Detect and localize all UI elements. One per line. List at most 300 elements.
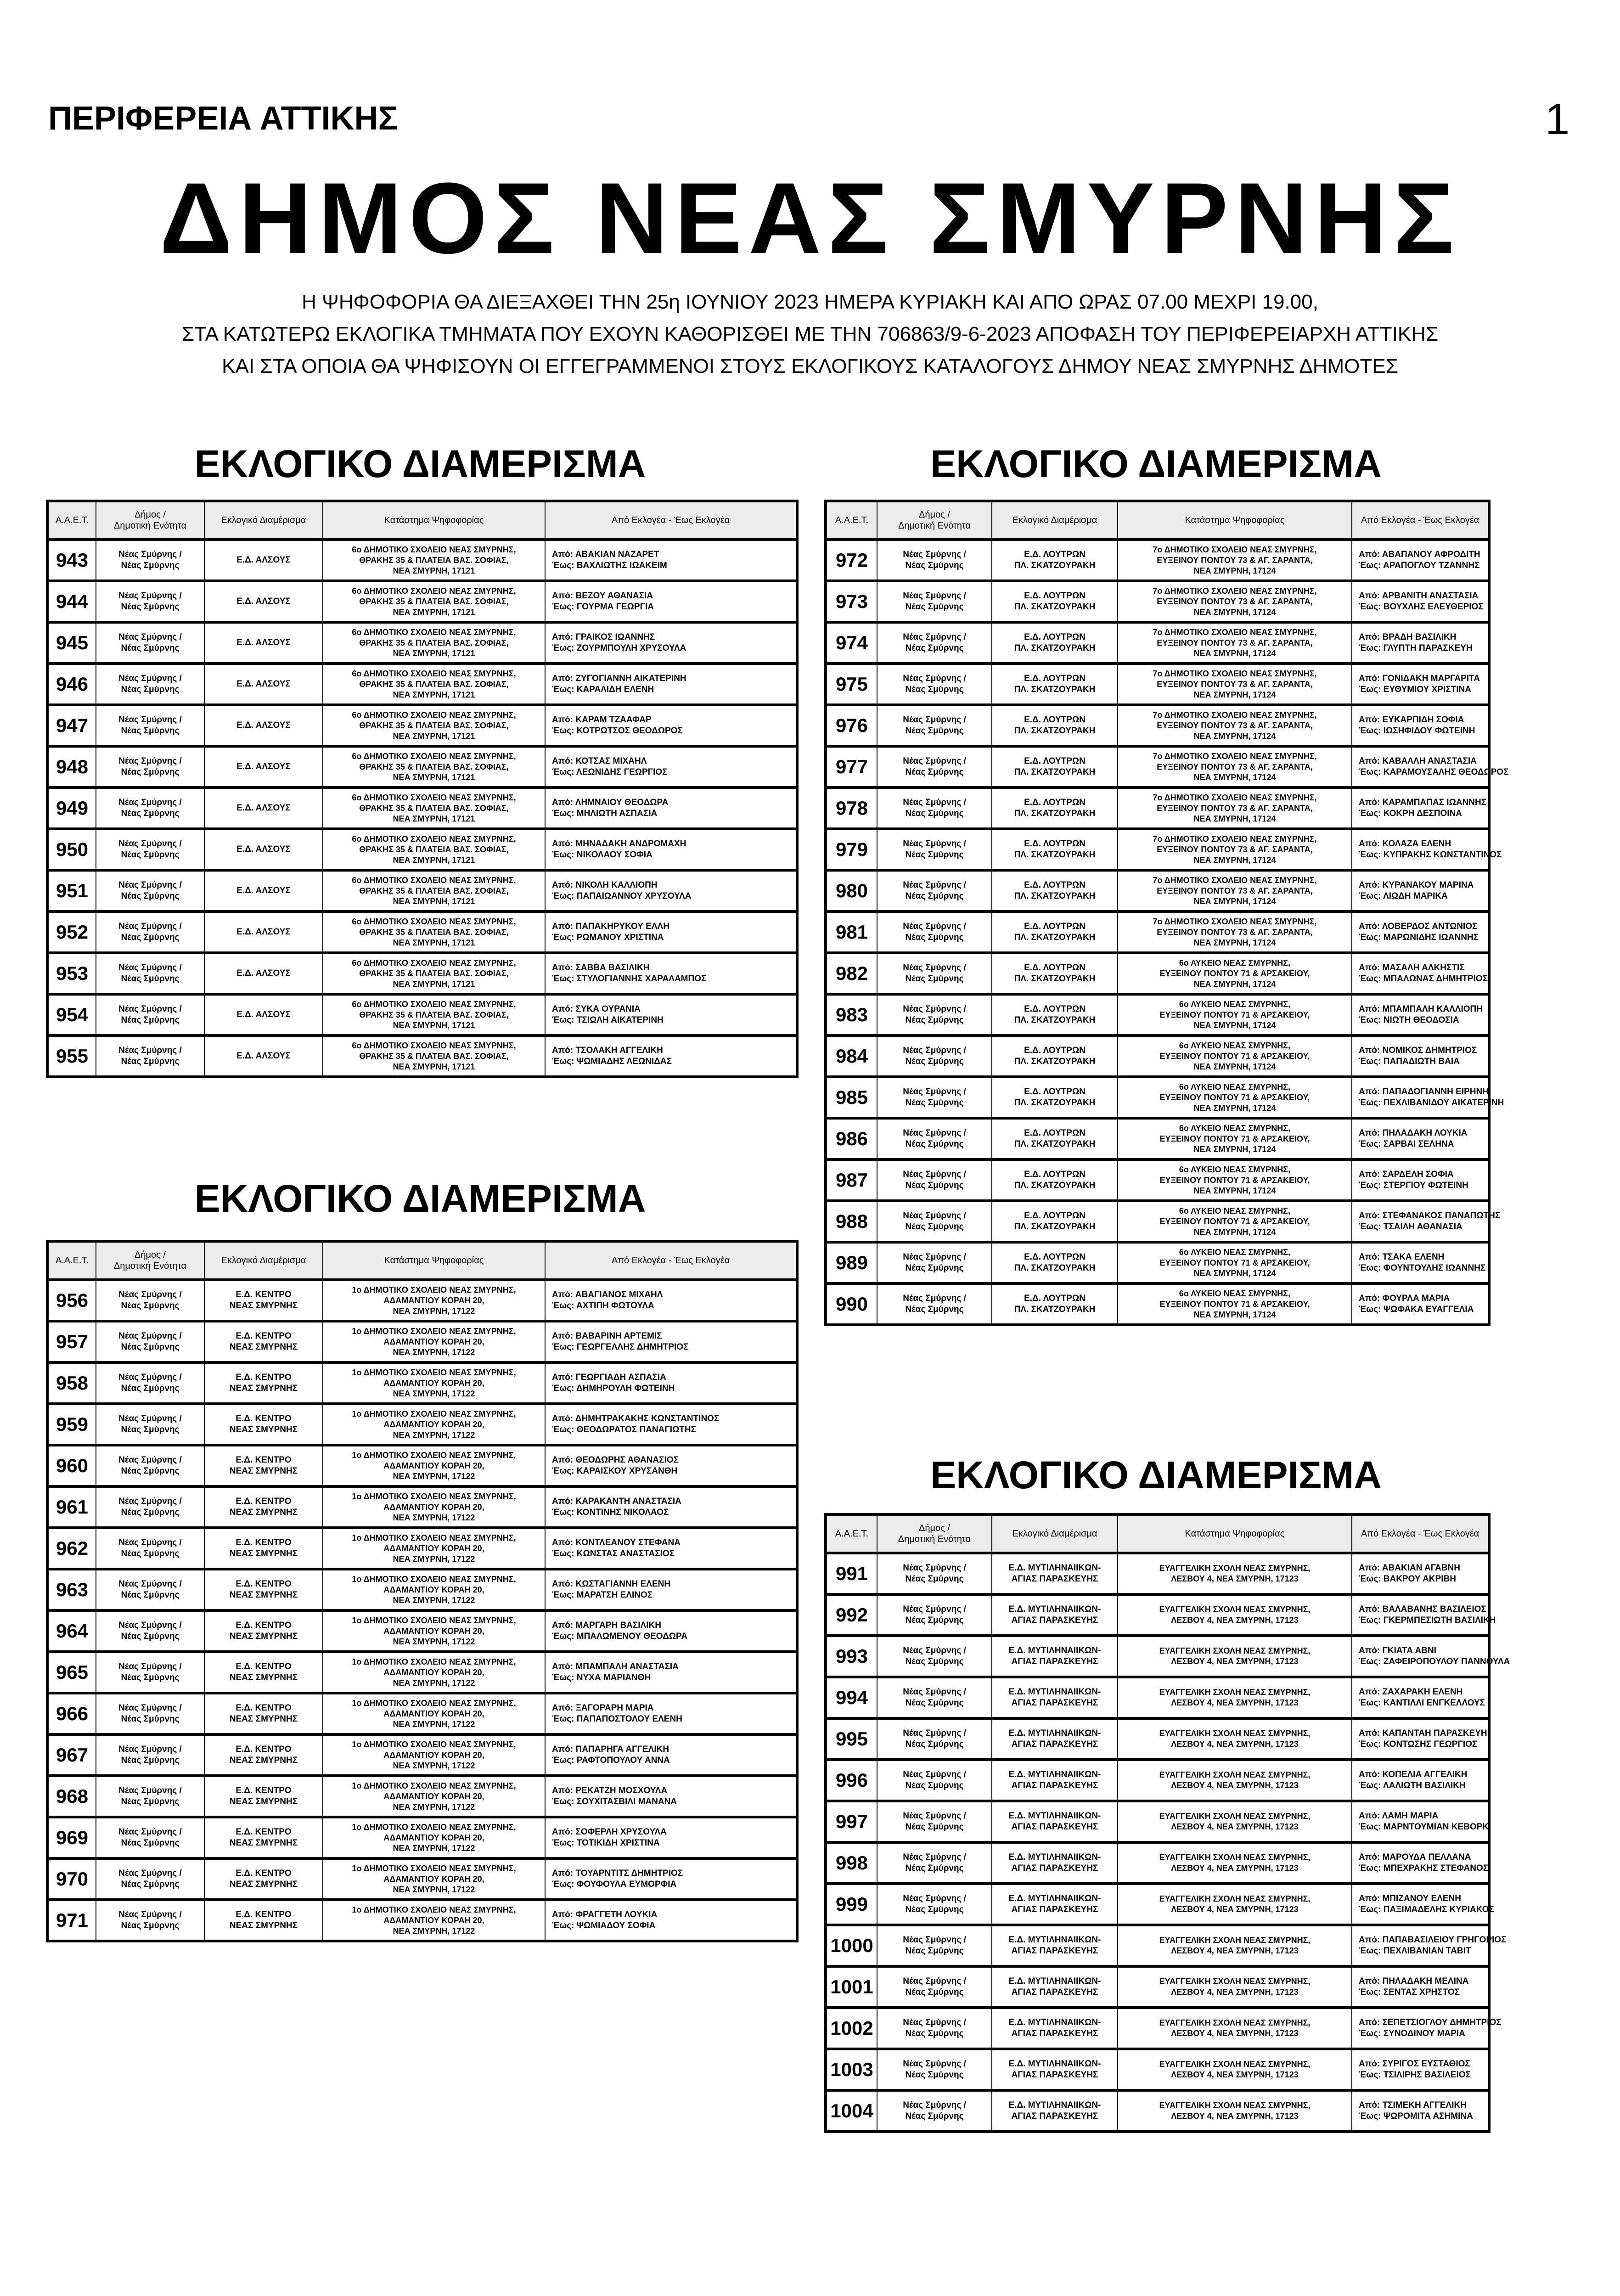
- voter-range-cell: [545, 1569, 797, 1610]
- voter-to: [552, 1879, 793, 1890]
- voter-to: [1359, 1698, 1485, 1709]
- to-name: ΣΤΕΡΓΙΟΥ ΦΩΤΕΙΝΗ: [1383, 1181, 1468, 1190]
- dimos-line: Νέας Σμύρνης: [121, 726, 180, 736]
- diamerisma-line: Ε.Δ. ΚΕΝΤΡΟ: [236, 1331, 292, 1341]
- katastima-line: ΕΥΑΓΓΕΛΙΚΗ ΣΧΟΛΗ ΝΕΑΣ ΣΜΥΡΝΗΣ,: [1159, 1605, 1311, 1614]
- from-name: ΚΟΠΕΛΙΑ ΑΓΓΕΛΙΚΗ: [1382, 1770, 1468, 1779]
- diamerisma-line: ΝΕΑΣ ΣΜΥΡΝΗΣ: [229, 1673, 298, 1683]
- voter-range-cell: [545, 788, 797, 829]
- katastima-line: 1ο ΔΗΜΟΤΙΚΟ ΣΧΟΛΕΙΟ ΝΕΑΣ ΣΜΥΡΝΗΣ,: [352, 1450, 516, 1460]
- column-header-diamerisma: Εκλογικό Διαμέρισμα: [204, 1241, 323, 1280]
- dimos-cell: [96, 788, 204, 829]
- table-row: [826, 870, 1489, 912]
- table-header-row: [47, 1241, 797, 1280]
- katastima-line: ΘΡΑΚΗΣ 35 & ΠΛΑΤΕΙΑ ΒΑΣ. ΣΟΦΙΑΣ,: [359, 1051, 509, 1061]
- voter-range-cell: [1352, 2008, 1502, 2049]
- from-name: ΣΕΠΕΤΣΙΟΓΛΟΥ ΔΗΜΗΤΡΙΟΣ: [1382, 2018, 1502, 2027]
- from-label: Από:: [552, 674, 574, 683]
- from-label: Από:: [552, 1745, 574, 1754]
- diamerisma-line: Ε.Δ. ΜΥΤΙΛΗΝΑΙΙΚΩΝ-: [1008, 1604, 1101, 1614]
- from-label: Από:: [1359, 1087, 1380, 1097]
- voter-to: [552, 602, 793, 613]
- aaet-number: 978: [826, 788, 877, 829]
- dimos-cell: [96, 1693, 204, 1734]
- subtitle-line-1: Η ΨΗΦΟΦΟΡΙΑ ΘΑ ΔΙΕΞΑΧΘΕΙ ΤΗΝ 25η ΙΟΥΝΙΟΥ 2023 ΗΜΕΡΑ ΚΥΡΙΑΚΗ ΚΑΙ ΑΠΟ ΩΡΑΣ 07.00 ΜΕΧΡΙ 19.00,: [302, 291, 1318, 313]
- katastima-line: ΝΕΑ ΣΜΥΡΝΗ, 17124: [1193, 855, 1276, 865]
- diamerisma-cell: [992, 1159, 1118, 1201]
- to-name: ΓΚΕΡΜΠΕΣΙΩΤΗ ΒΑΣΙΛΙΚΗ: [1383, 1615, 1496, 1625]
- table-row: [47, 540, 797, 581]
- dimos-cell: [96, 1321, 204, 1362]
- katastima-line: 1ο ΔΗΜΟΤΙΚΟ ΣΧΟΛΕΙΟ ΝΕΑΣ ΣΜΥΡΝΗΣ,: [352, 1863, 516, 1873]
- diamerisma-line: Ε.Δ. ΛΟΥΤΡΩΝ: [1024, 1252, 1086, 1262]
- katastima-line: ΕΥΞΕΙΝΟΥ ΠΟΝΤΟΥ 73 & ΑΓ. ΣΑΡΑΝΤΑ,: [1157, 762, 1313, 771]
- dimos-line: Νέας Σμύρνης: [121, 1301, 180, 1311]
- from-name: ΒΕΖΟΥ ΑΘΑΝΑΣΙΑ: [575, 591, 653, 601]
- diamerisma-line: Ε.Δ. ΛΟΥΤΡΩΝ: [1024, 632, 1086, 642]
- dimos-line: Νέας Σμύρνης: [905, 561, 964, 570]
- dimos-cell: [96, 1528, 204, 1569]
- column-header-dimos-line2: Δημοτική Ενότητα: [113, 521, 187, 531]
- diamerisma-line: ΠΛ. ΣΚΑΤΖΟΥΡΑΚΗ: [1014, 974, 1096, 984]
- column-header-katastima: Κατάστημα Ψηφοφορίας: [1118, 1514, 1352, 1553]
- voter-from: [1359, 549, 1485, 560]
- from-label: Από:: [552, 715, 574, 725]
- voter-to: [552, 1796, 793, 1807]
- to-name: ΛΙΩΔΗ ΜΑΡΙΚΑ: [1383, 891, 1448, 901]
- to-label: Έως:: [1359, 1905, 1381, 1914]
- dimos-line: Νέας Σμύρνης /: [118, 1290, 182, 1300]
- diamerisma-cell: [992, 1966, 1118, 2008]
- polling-table-alsous: [46, 500, 799, 1078]
- diamerisma-cell: [992, 912, 1118, 953]
- katastima-line: 1ο ΔΗΜΟΤΙΚΟ ΣΧΟΛΕΙΟ ΝΕΑΣ ΣΜΥΡΝΗΣ,: [352, 1285, 516, 1294]
- to-name: ΒΑΚΡΟΥ ΑΚΡΙΒΗ: [1383, 1574, 1456, 1584]
- from-label: Από:: [1359, 1170, 1380, 1179]
- dimos-line: Νέας Σμύρνης: [121, 1714, 180, 1724]
- dimos-cell: [877, 1118, 992, 1159]
- diamerisma-cell: [204, 1734, 323, 1776]
- voter-to: [1359, 1987, 1485, 1998]
- diamerisma-line: ΝΕΑΣ ΣΜΥΡΝΗΣ: [229, 1838, 298, 1848]
- column-header-eklogeis: Από Εκλογέα - Έως Εκλογέα: [545, 1241, 797, 1280]
- from-label: Από:: [552, 591, 574, 601]
- katastima-line: ΝΕΑ ΣΜΥΡΝΗ, 17122: [393, 1678, 475, 1688]
- voter-range-cell: [1352, 1884, 1494, 1925]
- katastima-line: 6ο ΛΥΚΕΙΟ ΝΕΑΣ ΣΜΥΡΝΗΣ,: [1179, 1206, 1291, 1216]
- aaet-number: 970: [47, 1858, 96, 1900]
- katastima-line: ΝΕΑ ΣΜΥΡΝΗ, 17121: [393, 896, 475, 906]
- katastima-line: 1ο ΔΗΜΟΤΙΚΟ ΣΧΟΛΕΙΟ ΝΕΑΣ ΣΜΥΡΝΗΣ,: [352, 1615, 516, 1625]
- page-title: ΔΗΜΟΣ ΝΕΑΣ ΣΜΥΡΝΗΣ: [159, 162, 1461, 275]
- diamerisma-line: Ε.Δ. ΑΛΣΟΥΣ: [236, 968, 291, 978]
- to-name: ΜΑΡΝΤΟΥΜΙΑΝ ΚΕΒΟΡΚ: [1383, 1822, 1489, 1832]
- voter-to: [552, 850, 793, 861]
- from-name: ΚΥΡΑΝΑΚΟΥ ΜΑΡΙΝΑ: [1382, 880, 1474, 890]
- voter-range-cell: [545, 540, 797, 581]
- diamerisma-line: ΠΛ. ΣΚΑΤΖΟΥΡΑΚΗ: [1014, 643, 1096, 653]
- dimos-line: Νέας Σμύρνης /: [903, 1087, 966, 1097]
- dimos-cell: [96, 829, 204, 870]
- from-name: ΤΣΙΜΕΚΗ ΑΓΓΕΛΙΚΗ: [1382, 2100, 1467, 2110]
- voter-to: [552, 1838, 793, 1849]
- voter-range-cell: [1352, 829, 1502, 870]
- diamerisma-line: Ε.Δ. ΜΥΤΙΛΗΝΑΙΙΚΩΝ-: [1008, 1770, 1101, 1779]
- dimos-cell: [877, 1966, 992, 2008]
- katastima-cell: [1118, 788, 1352, 829]
- diamerisma-line: Ε.Δ. ΑΛΣΟΥΣ: [236, 597, 291, 606]
- voter-range-cell: [545, 1528, 797, 1569]
- from-name: ΠΑΠΑΚΗΡΥΚΟΥ ΕΛΛΗ: [575, 922, 669, 931]
- voter-from: [552, 838, 793, 850]
- katastima-line: ΘΡΑΚΗΣ 35 & ΠΛΑΤΕΙΑ ΒΑΣ. ΣΟΦΙΑΣ,: [359, 720, 509, 730]
- to-name: ΠΕΧΛΙΒΑΝΙΔΟΥ ΑΙΚΑΤΕΡΙΝΗ: [1383, 1098, 1504, 1108]
- table-row: [47, 1776, 797, 1817]
- to-label: Έως:: [552, 1508, 574, 1517]
- katastima-line: 6ο ΔΗΜΟΤΙΚΟ ΣΧΟΛΕΙΟ ΝΕΑΣ ΣΜΥΡΝΗΣ,: [352, 793, 516, 802]
- katastima-line: 1ο ΔΗΜΟΤΙΚΟ ΣΧΟΛΕΙΟ ΝΕΑΣ ΣΜΥΡΝΗΣ,: [352, 1698, 516, 1708]
- dimos-line: Νέας Σμύρνης /: [118, 1703, 182, 1713]
- to-label: Έως:: [1359, 2070, 1381, 2080]
- voter-to: [552, 1507, 793, 1518]
- to-name: ΣΕΝΤΑΣ ΧΡΗΣΤΟΣ: [1383, 1987, 1460, 1997]
- diamerisma-cell: [204, 1817, 323, 1858]
- katastima-line: ΝΕΑ ΣΜΥΡΝΗ, 17122: [393, 1471, 475, 1481]
- from-name: ΓΡΑΙΚΟΣ ΙΩΑΝΝΗΣ: [575, 632, 655, 642]
- voter-from: [552, 1868, 793, 1879]
- table-row: [826, 2090, 1489, 2132]
- from-label: Από:: [1359, 798, 1380, 807]
- katastima-cell: [323, 1900, 545, 1941]
- voter-to: [552, 1714, 793, 1725]
- to-label: Έως:: [552, 1466, 574, 1476]
- katastima-cell: [1118, 2049, 1352, 2090]
- dimos-line: Νέας Σμύρνης: [905, 1698, 964, 1708]
- column-header-eklogeis: Από Εκλογέα - Έως Εκλογέα: [545, 501, 797, 540]
- to-label: Έως:: [1359, 1657, 1381, 1666]
- katastima-line: ΝΕΑ ΣΜΥΡΝΗ, 17122: [393, 1802, 475, 1812]
- dimos-line: Νέας Σμύρνης: [905, 726, 964, 736]
- to-name: ΚΟΚΡΗ ΔΕΣΠΟΙΝΑ: [1383, 809, 1462, 818]
- dimos-line: Νέας Σμύρνης: [121, 1425, 180, 1435]
- voter-range-cell: [1352, 1283, 1489, 1325]
- table-row: [47, 622, 797, 664]
- katastima-cell: [1118, 1842, 1352, 1884]
- to-label: Έως:: [552, 767, 574, 777]
- column-header-diamerisma: Εκλογικό Διαμέρισμα: [204, 501, 323, 540]
- katastima-cell: [323, 870, 545, 912]
- to-name: ΨΩΜΙΑΔΗΣ ΛΕΩΝΙΔΑΣ: [576, 1057, 672, 1066]
- diamerisma-line: Ε.Δ. ΑΛΣΟΥΣ: [236, 679, 291, 689]
- voter-from: [1359, 1252, 1485, 1263]
- dimos-line: Νέας Σμύρνης: [905, 685, 964, 694]
- diamerisma-line: Ε.Δ. ΛΟΥΤΡΩΝ: [1024, 591, 1086, 601]
- aaet-number: 945: [47, 622, 96, 664]
- from-label: Από:: [1359, 1935, 1380, 1945]
- dimos-line: Νέας Σμύρνης /: [118, 1455, 182, 1465]
- katastima-line: ΝΕΑ ΣΜΥΡΝΗ, 17122: [393, 1347, 475, 1357]
- from-name: ΚΑΡΑΜ ΤΖΑΑΦΑΡ: [575, 715, 652, 725]
- diamerisma-cell: [204, 912, 323, 953]
- from-label: Από:: [552, 880, 574, 890]
- katastima-line: 6ο ΛΥΚΕΙΟ ΝΕΑΣ ΣΜΥΡΝΗΣ,: [1179, 999, 1291, 1009]
- dimos-line: Νέας Σμύρνης: [121, 1673, 180, 1683]
- katastima-line: 6ο ΔΗΜΟΤΙΚΟ ΣΧΟΛΕΙΟ ΝΕΑΣ ΣΜΥΡΝΗΣ,: [352, 669, 516, 678]
- table-row: [826, 664, 1489, 705]
- dimos-line: Νέας Σμύρνης /: [118, 1662, 182, 1671]
- dimos-line: Νέας Σμύρνης /: [903, 1128, 966, 1138]
- voter-to: [1359, 602, 1485, 613]
- katastima-line: ΕΥΑΓΓΕΛΙΚΗ ΣΧΟΛΗ ΝΕΑΣ ΣΜΥΡΝΗΣ,: [1159, 1646, 1311, 1655]
- aaet-number: 967: [47, 1734, 96, 1776]
- katastima-line: ΑΔΑΜΑΝΤΙΟΥ ΚΟΡΑΗ 20,: [383, 1915, 484, 1925]
- voter-from: [552, 880, 793, 891]
- to-name: ΤΣΙΩΛΗ ΑΙΚΑΤΕΡΙΝΗ: [576, 1015, 664, 1025]
- aaet-number: 976: [826, 705, 877, 746]
- voter-from: [552, 797, 793, 808]
- dimos-line: Νέας Σμύρνης: [905, 1863, 964, 1873]
- voter-from: [1359, 1086, 1489, 1097]
- aaet-number: 983: [826, 994, 877, 1035]
- dimos-line: Νέας Σμύρνης /: [903, 591, 966, 601]
- table-row: [826, 994, 1489, 1035]
- voter-range-cell: [1352, 1201, 1501, 1242]
- voter-to: [552, 1466, 793, 1477]
- diamerisma-line: Ε.Δ. ΚΕΝΤΡΟ: [236, 1455, 292, 1465]
- table-row: [47, 1610, 797, 1652]
- dimos-line: Νέας Σμύρνης /: [903, 880, 966, 890]
- table-row: [47, 788, 797, 829]
- aaet-number: 944: [47, 581, 96, 622]
- from-label: Από:: [1359, 2059, 1380, 2069]
- aaet-number: 957: [47, 1321, 96, 1362]
- from-name: ΚΟΤΣΑΣ ΜΙΧΑΗΛ: [575, 756, 647, 766]
- voter-from: [552, 1496, 793, 1507]
- katastima-line: ΝΕΑ ΣΜΥΡΝΗ, 17122: [393, 1513, 475, 1522]
- katastima-line: ΑΔΑΜΑΝΤΙΟΥ ΚΟΡΑΗ 20,: [383, 1791, 484, 1801]
- from-label: Από:: [552, 1004, 574, 1014]
- aaet-number: 1002: [826, 2008, 877, 2049]
- aaet-number: 951: [47, 870, 96, 912]
- to-label: Έως:: [552, 1921, 574, 1930]
- aaet-number: 998: [826, 1842, 877, 1884]
- katastima-line: ΕΥΑΓΓΕΛΙΚΗ ΣΧΟΛΗ ΝΕΑΣ ΣΜΥΡΝΗΣ,: [1159, 1729, 1311, 1738]
- dimos-cell: [877, 1884, 992, 1925]
- aaet-number: 1003: [826, 2049, 877, 2090]
- katastima-line: ΛΕΣΒΟΥ 4, ΝΕΑ ΣΜΥΡΝΗ, 17123: [1171, 1781, 1299, 1790]
- table-row: [47, 1362, 797, 1404]
- voter-to: [552, 1590, 793, 1601]
- katastima-line: 6ο ΔΗΜΟΤΙΚΟ ΣΧΟΛΕΙΟ ΝΕΑΣ ΣΜΥΡΝΗΣ,: [352, 751, 516, 761]
- from-name: ΛΑΜΗ ΜΑΡΙΑ: [1382, 1811, 1439, 1821]
- diamerisma-line: Ε.Δ. ΚΕΝΤΡΟ: [236, 1703, 292, 1713]
- voter-from: [552, 549, 793, 560]
- katastima-line: 6ο ΔΗΜΟΤΙΚΟ ΣΧΟΛΕΙΟ ΝΕΑΣ ΣΜΥΡΝΗΣ,: [352, 1041, 516, 1050]
- diamerisma-line: ΑΓΙΑΣ ΠΑΡΑΣΚΕΥΗΣ: [1011, 1822, 1098, 1832]
- katastima-line: ΕΥΞΕΙΝΟΥ ΠΟΝΤΟΥ 71 & ΑΡΣΑΚΕΙΟΥ,: [1159, 1134, 1310, 1143]
- diamerisma-line: Ε.Δ. ΑΛΣΟΥΣ: [236, 638, 291, 647]
- diamerisma-line: Ε.Δ. ΛΟΥΤΡΩΝ: [1024, 715, 1086, 725]
- dimos-line: Νέας Σμύρνης /: [903, 963, 966, 973]
- table-row: [826, 1159, 1489, 1201]
- from-label: Από:: [1359, 674, 1380, 683]
- to-label: Έως:: [1359, 1222, 1381, 1232]
- voter-to: [1359, 2028, 1485, 2039]
- voter-from: [1359, 1893, 1485, 1904]
- table-row: [826, 622, 1489, 664]
- katastima-line: ΑΔΑΜΑΝΤΙΟΥ ΚΟΡΑΗ 20,: [383, 1543, 484, 1553]
- katastima-line: ΛΕΣΒΟΥ 4, ΝΕΑ ΣΜΥΡΝΗ, 17123: [1171, 1863, 1299, 1873]
- to-label: Έως:: [1359, 891, 1381, 901]
- aaet-number: 953: [47, 953, 96, 994]
- katastima-line: ΝΕΑ ΣΜΥΡΝΗ, 17121: [393, 855, 475, 865]
- voter-from: [1359, 632, 1485, 643]
- to-label: Έως:: [1359, 1015, 1381, 1025]
- voter-from: [552, 1331, 793, 1342]
- voter-from: [1359, 1210, 1501, 1221]
- from-name: ΚΩΣΤΑΓΙΑΝΝΗ ΕΛΕΝΗ: [575, 1579, 671, 1589]
- to-label: Έως:: [1359, 850, 1381, 860]
- dimos-line: Νέας Σμύρνης: [121, 974, 180, 984]
- katastima-cell: [323, 1817, 545, 1858]
- voter-to: [1359, 932, 1485, 943]
- katastima-line: ΝΕΑ ΣΜΥΡΝΗ, 17124: [1193, 938, 1276, 947]
- katastima-line: ΝΕΑ ΣΜΥΡΝΗ, 17124: [1193, 1186, 1276, 1195]
- diamerisma-cell: [204, 870, 323, 912]
- to-label: Έως:: [1359, 1263, 1381, 1273]
- from-label: Από:: [552, 1497, 574, 1506]
- katastima-line: ΕΥΞΕΙΝΟΥ ΠΟΝΤΟΥ 73 & ΑΓ. ΣΑΡΑΝΤΑ,: [1157, 555, 1313, 565]
- dimos-cell: [877, 1242, 992, 1283]
- table-row: [47, 1652, 797, 1693]
- to-label: Έως:: [552, 1590, 574, 1600]
- from-name: ΜΑΡΟΥΔΑ ΠΕΛΛΑΝΑ: [1382, 1852, 1471, 1862]
- diamerisma-line: Ε.Δ. ΚΕΝΤΡΟ: [236, 1827, 292, 1837]
- aaet-number: 958: [47, 1362, 96, 1404]
- dimos-line: Νέας Σμύρνης /: [118, 922, 182, 931]
- voter-to: [552, 1056, 793, 1067]
- katastima-line: ΝΕΑ ΣΜΥΡΝΗ, 17121: [393, 979, 475, 989]
- dimos-line: Νέας Σμύρνης: [905, 1781, 964, 1790]
- katastima-line: ΝΕΑ ΣΜΥΡΝΗ, 17124: [1193, 731, 1276, 741]
- diamerisma-line: Ε.Δ. ΚΕΝΤΡΟ: [236, 1745, 292, 1754]
- diamerisma-line: Ε.Δ. ΑΛΣΟΥΣ: [236, 803, 291, 813]
- dimos-cell: [877, 1035, 992, 1077]
- katastima-line: ΝΕΑ ΣΜΥΡΝΗ, 17121: [393, 607, 475, 617]
- to-name: ΑΡΑΠΟΓΛΟΥ ΤΖΑΝΝΗΣ: [1383, 561, 1480, 570]
- dimos-line: Νέας Σμύρνης /: [118, 880, 182, 890]
- aaet-number: 988: [826, 1201, 877, 1242]
- voter-range-cell: [545, 829, 797, 870]
- table-row: [826, 540, 1489, 581]
- diamerisma-cell: [992, 1884, 1118, 1925]
- katastima-line: ΕΥΑΓΓΕΛΙΚΗ ΣΧΟΛΗ ΝΕΑΣ ΣΜΥΡΝΗΣ,: [1159, 2060, 1311, 2069]
- from-name: ΜΠΑΜΠΑΛΗ ΑΝΑΣΤΑΣΙΑ: [575, 1662, 679, 1671]
- diamerisma-line: Ε.Δ. ΛΟΥΤΡΩΝ: [1024, 674, 1086, 683]
- table-row: [47, 705, 797, 746]
- aaet-number: 985: [826, 1077, 877, 1118]
- dimos-line: Νέας Σμύρνης: [905, 1181, 964, 1190]
- diamerisma-line: ΠΛ. ΣΚΑΤΖΟΥΡΑΚΗ: [1014, 602, 1096, 612]
- voter-from: [552, 1620, 793, 1631]
- diamerisma-cell: [992, 1077, 1118, 1118]
- voter-from: [1359, 1687, 1485, 1698]
- katastima-line: ΕΥΞΕΙΝΟΥ ΠΟΝΤΟΥ 73 & ΑΓ. ΣΑΡΑΝΤΑ,: [1157, 927, 1313, 937]
- katastima-line: 1ο ΔΗΜΟΤΙΚΟ ΣΧΟΛΕΙΟ ΝΕΑΣ ΣΜΥΡΝΗΣ,: [352, 1409, 516, 1418]
- katastima-cell: [1118, 1077, 1352, 1118]
- aaet-number: 991: [826, 1553, 877, 1594]
- section-title-3: ΕΚΛΟΓΙΚΟ ΔΙΑΜΕΡΙΣΜΑ: [930, 442, 1382, 485]
- dimos-line: Νέας Σμύρνης /: [118, 632, 182, 642]
- katastima-cell: [323, 1652, 545, 1693]
- dimos-line: Νέας Σμύρνης: [121, 1921, 180, 1930]
- to-name: ΣΑΡΒΑΙ ΣΕΛΗΝΑ: [1383, 1139, 1454, 1149]
- dimos-line: Νέας Σμύρνης /: [903, 1252, 966, 1262]
- diamerisma-cell: [992, 870, 1118, 912]
- diamerisma-cell: [204, 1776, 323, 1817]
- to-name: ΡΩΜΑΝΟΥ ΧΡΙΣΤΙΝΑ: [576, 933, 664, 942]
- diamerisma-cell: [204, 994, 323, 1035]
- from-name: ΑΒΑΚΙΑΝ ΑΓΑΒΝΗ: [1382, 1563, 1460, 1573]
- diamerisma-cell: [204, 1035, 323, 1077]
- voter-to: [552, 684, 793, 695]
- voter-to: [1359, 974, 1488, 985]
- column-header-eklogeis: Από Εκλογέα - Έως Εκλογέα: [1352, 501, 1489, 540]
- katastima-line: ΘΡΑΚΗΣ 35 & ΠΛΑΤΕΙΑ ΒΑΣ. ΣΟΦΙΑΣ,: [359, 638, 509, 647]
- dimos-cell: [877, 788, 992, 829]
- voter-from: [552, 1537, 793, 1548]
- dimos-line: Νέας Σμύρνης /: [118, 550, 182, 559]
- katastima-line: ΝΕΑ ΣΜΥΡΝΗ, 17124: [1193, 1144, 1276, 1154]
- katastima-cell: [1118, 1201, 1352, 1242]
- voter-range-cell: [545, 1362, 797, 1404]
- voter-from: [1359, 838, 1485, 850]
- from-name: ΠΑΠΑΔΟΓΙΑΝΝΗ ΕΙΡΗΝΗ: [1382, 1087, 1489, 1097]
- from-label: Από:: [552, 1827, 574, 1837]
- from-label: Από:: [552, 1703, 574, 1713]
- diamerisma-cell: [204, 1652, 323, 1693]
- katastima-cell: [1118, 1718, 1352, 1760]
- to-name: ΠΑΠΑΙΩΑΝΝΟΥ ΧΡΥΣΟΥΛΑ: [576, 891, 692, 901]
- voter-to: [1359, 1180, 1485, 1191]
- voter-range-cell: [1352, 2090, 1489, 2132]
- katastima-line: ΕΥΑΓΓΕΛΙΚΗ ΣΧΟΛΗ ΝΕΑΣ ΣΜΥΡΝΗΣ,: [1159, 1812, 1311, 1821]
- voter-range-cell: [1352, 1677, 1489, 1718]
- region-heading: ΠΕΡΙΦΕΡΕΙΑ ΑΤΤΙΚΗΣ: [48, 100, 398, 137]
- diamerisma-line: Ε.Δ. ΚΕΝΤΡΟ: [236, 1497, 292, 1506]
- column-header-katastima: Κατάστημα Ψηφοφορίας: [323, 501, 545, 540]
- section-title-4: ΕΚΛΟΓΙΚΟ ΔΙΑΜΕΡΙΣΜΑ: [930, 1453, 1382, 1497]
- katastima-line: 7ο ΔΗΜΟΤΙΚΟ ΣΧΟΛΕΙΟ ΝΕΑΣ ΣΜΥΡΝΗΣ,: [1153, 545, 1317, 554]
- to-label: Έως:: [1359, 1739, 1381, 1749]
- from-label: Από:: [552, 963, 574, 973]
- from-name: ΚΑΡΑΜΠΑΠΑΣ ΙΩΑΝΝΗΣ: [1382, 798, 1487, 807]
- from-label: Από:: [1359, 963, 1380, 973]
- dimos-line: Νέας Σμύρνης: [121, 1797, 180, 1806]
- from-name: ΤΣΟΛΑΚΗ ΑΓΓΕΛΙΚΗ: [575, 1046, 663, 1055]
- aaet-number: 1004: [826, 2090, 877, 2132]
- to-name: ΙΩΣΗΦΙΔΟΥ ΦΩΤΕΙΝΗ: [1383, 726, 1475, 736]
- katastima-line: 7ο ΔΗΜΟΤΙΚΟ ΣΧΟΛΕΙΟ ΝΕΑΣ ΣΜΥΡΝΗΣ,: [1153, 917, 1317, 926]
- katastima-cell: [323, 1776, 545, 1817]
- katastima-line: 6ο ΛΥΚΕΙΟ ΝΕΑΣ ΣΜΥΡΝΗΣ,: [1179, 1247, 1291, 1257]
- diamerisma-line: ΠΛ. ΣΚΑΤΖΟΥΡΑΚΗ: [1014, 1305, 1096, 1314]
- katastima-cell: [1118, 1966, 1352, 2008]
- from-name: ΑΒΑΚΙΑΝ ΝΑΖΑΡΕΤ: [575, 550, 659, 559]
- dimos-line: Νέας Σμύρνης /: [903, 1728, 966, 1738]
- from-label: Από:: [552, 1662, 574, 1671]
- katastima-line: ΝΕΑ ΣΜΥΡΝΗ, 17122: [393, 1430, 475, 1440]
